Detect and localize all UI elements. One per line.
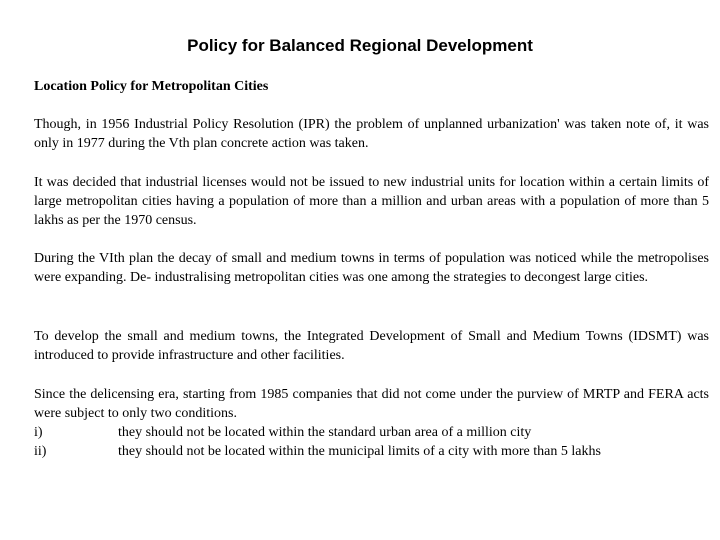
condition-text: they should not be located within the municipal limits of a city with more than 5 lakhs [118, 444, 601, 459]
delicensing-intro: Since the delicensing era, starting from 1985 companies that did not come under the purview of MRTP and FERA acts were subject to only two conditions. [34, 387, 709, 421]
paragraph-idsmt: To develop the small and medium towns, the Integrated Development of Small and Medium Towns (IDSMT) was introduced to provide infrastructure and other facilities. [34, 329, 709, 363]
condition-marker: ii) [34, 444, 47, 459]
page-title: Policy for Balanced Regional Development [187, 36, 533, 55]
condition-item [34, 423, 709, 442]
section-heading: Location Policy for Metropolitan Cities [34, 79, 269, 94]
paragraph-licensing-restriction: It was decided that industrial licenses would not be issued to new industrial units for location within a certain limits of large metropolitan cities having a population of more than a million and urban areas with a population of more than 5 lakhs as per the 1970 census. [34, 175, 709, 228]
paragraph-vith-plan: During the VIth plan the decay of small and medium towns in terms of population was noticed while the metropolises were expanding. De- industralising metropolitan cities was one among the strategies to decongest large cities. [34, 251, 709, 285]
paragraph-delicensing [34, 385, 709, 461]
condition-item [34, 442, 709, 461]
condition-marker: i) [34, 425, 43, 440]
condition-text: they should not be located within the standard urban area of a million city [118, 425, 532, 440]
paragraph-ipr-1956: Though, in 1956 Industrial Policy Resolution (IPR) the problem of unplanned urbanization' was taken note of, it was only in 1977 during the Vth plan concrete action was taken. [34, 117, 709, 151]
